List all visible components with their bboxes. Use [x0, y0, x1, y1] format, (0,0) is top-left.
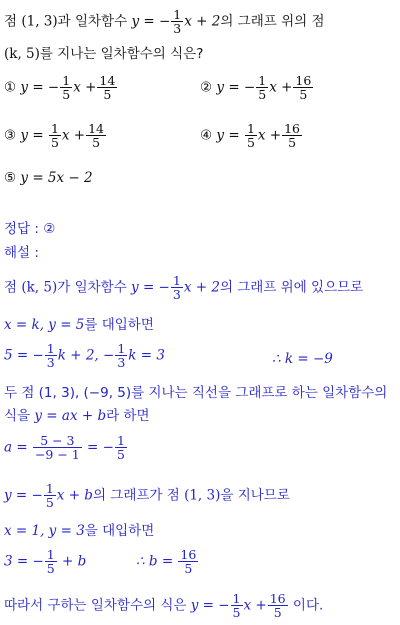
question-text: 점 — [4, 13, 22, 30]
question-text: 를 지나는 일차함수의 식은? — [39, 46, 204, 62]
explanation-conclusion: 따라서 구하는 일차함수의 식은 y = − $\frac{1}{5}$ x + $\frac{16}{5}$ 이다. — [4, 591, 324, 621]
option-1[interactable]: ① y = − $\frac{1}{5}$ x + $\frac{14}{5}$ — [4, 73, 116, 103]
explanation-step-6: a = $\frac{5 - 3}{-9 - 1}$ = − $\frac{1}{5}$ — [4, 433, 125, 463]
answer-line — [4, 220, 55, 238]
explanation-step-1: 점 (k, 5)가 일차함수 y = − $\frac{1}{3}$ x + 2의 그래프 위에 있으므로 — [4, 273, 364, 303]
answer-value: ② — [43, 221, 56, 237]
option-5[interactable]: ⑤ y = 5x − 2 — [4, 170, 93, 186]
explanation-step-8: x = 1, y = 3을 대입하면 — [4, 523, 155, 539]
question-text: 과 일차함수 — [57, 13, 132, 30]
question-line-2 — [4, 45, 203, 63]
explanation-step-5: 식을 y = ax + b라 하면 — [4, 408, 150, 424]
equation: y = − — [131, 13, 171, 30]
point-label: (k, 5) — [4, 46, 40, 62]
explanation-step-4: 두 점 (1, 3), (−9, 5)를 지나는 직선을 그래프로 하는 일차함수의 — [4, 385, 388, 401]
explanation-step-3: 5 = − $\frac{1}{3}$ k + 2, − $\frac{1}{3}$ k = 3 — [4, 341, 165, 371]
option-2[interactable]: ② y = − $\frac{1}{5}$ x + $\frac{16}{5}$ — [200, 73, 312, 103]
option-4[interactable]: ④ y = $\frac{1}{5}$ x + $\frac{16}{5}$ — [200, 121, 301, 151]
equation: x + 2 — [184, 13, 221, 30]
explanation-step-9: 3 = − $\frac{1}{5}$ + b — [4, 547, 87, 577]
question-line-1 — [4, 8, 325, 35]
fraction: $\frac{1}{3}$ — [173, 7, 182, 37]
therefore-k: ∴ k = −9 — [272, 351, 333, 367]
explanation-label: 해설 : — [4, 245, 39, 261]
question-text: 의 그래프 위의 점 — [220, 13, 325, 30]
option-3[interactable]: ③ y = $\frac{1}{5}$ x + $\frac{14}{5}$ — [4, 121, 105, 151]
explanation-step-7: y = − $\frac{1}{5}$ x + b의 그래프가 점 (1, 3)을 지나므로 — [4, 481, 290, 511]
therefore-b: ∴ b = $\frac{16}{5}$ — [136, 547, 197, 577]
explanation-step-2: x = k, y = 5를 대입하면 — [4, 317, 154, 333]
point-label: (1, 3) — [21, 13, 58, 30]
answer-label: 정답 : — [4, 221, 44, 237]
